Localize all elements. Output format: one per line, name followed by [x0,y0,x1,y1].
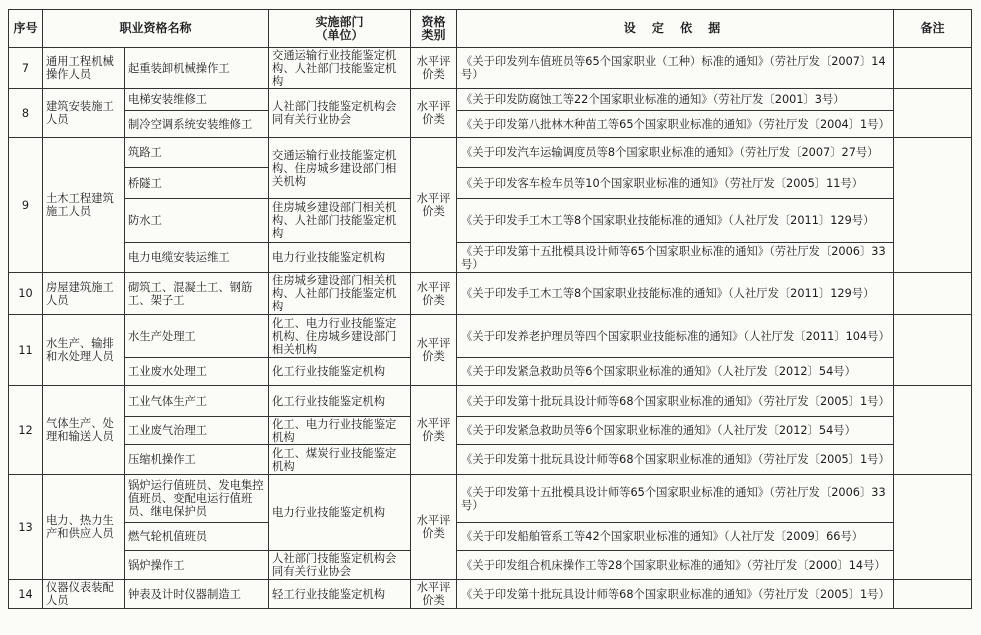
row-category: 电力、热力生产和供应人员 [43,475,125,580]
row-name: 防水工 [125,199,269,243]
row-name: 工业气体生产工 [125,386,269,417]
row-dept: 化工、煤炭行业技能鉴定机构 [269,445,411,475]
row-dept: 轻工行业技能鉴定机构 [269,580,411,609]
row-basis: 《关于印发第十批玩具设计师等68个国家职业标准的通知》（劳社厅发〔2005〕1号） [457,386,894,417]
row-dept: 人社部门技能鉴定机构会同有关行业协会 [269,551,411,580]
table-row [9,551,972,580]
row-dept: 电力行业技能鉴定机构 [269,243,411,273]
row-basis: 《关于印发第十五批模具设计师等65个国家职业标准的通知》（劳社厅发〔2006〕33号） [457,243,894,273]
row-no: 7 [9,48,43,89]
row-type: 水平评价类 [411,580,457,609]
row-name: 锅炉运行值班员、发电集控值班员、变配电运行值班员、继电保护员 [125,475,269,523]
table-row [9,523,972,551]
row-dept: 化工、电力行业技能鉴定机构、住房城乡建设部门相关机构 [269,315,411,358]
row-no: 14 [9,580,43,609]
row-basis: 《关于印发紧急救助员等6个国家职业标准的通知》（人社厅发〔2012〕54号） [457,358,894,386]
row-category: 水生产、输排和水处理人员 [43,315,125,386]
row-name: 压缩机操作工 [125,445,269,475]
row-name: 燃气轮机值班员 [125,523,269,551]
row-basis: 《关于印发第八批林木种苗工等65个国家职业标准的通知》（劳社厅发〔2004〕1号） [457,111,894,138]
row-no: 9 [9,138,43,273]
header-type: 资格 类别 [411,10,457,48]
row-remark [894,89,972,138]
row-category: 土木工程建筑施工人员 [43,138,125,273]
row-category: 房屋建筑施工人员 [43,273,125,315]
row-basis: 《关于印发第十五批模具设计师等65个国家职业标准的通知》（劳社厅发〔2006〕33号） [457,475,894,523]
row-remark [894,273,972,315]
table-row [9,199,972,243]
row-basis: 《关于印发手工木工等8个国家职业技能标准的通知》（人社厅发〔2011〕129号） [457,273,894,315]
row-dept: 电力行业技能鉴定机构 [269,475,411,551]
table-row [9,111,972,138]
row-dept: 化工行业技能鉴定机构 [269,386,411,417]
row-name: 桥隧工 [125,168,269,199]
row-dept: 化工行业技能鉴定机构 [269,358,411,386]
row-no: 8 [9,89,43,138]
row-dept: 住房城乡建设部门相关机构、人社部门技能鉴定机构 [269,199,411,243]
row-dept: 住房城乡建设部门相关机构、人社部门技能鉴定机构 [269,273,411,315]
row-category: 仪器仪表装配人员 [43,580,125,609]
table-row [9,138,972,168]
row-remark [894,475,972,580]
row-category: 气体生产、处理和输送人员 [43,386,125,475]
row-basis: 《关于印发第十批玩具设计师等68个国家职业标准的通知》（劳社厅发〔2005〕1号） [457,580,894,609]
row-no: 11 [9,315,43,386]
table-row [9,89,972,111]
table-row [9,168,972,199]
row-no: 12 [9,386,43,475]
row-basis: 《关于印发紧急救助员等6个国家职业标准的通知》（人社厅发〔2012〕54号） [457,417,894,445]
row-category: 建筑安装施工人员 [43,89,125,138]
row-dept: 交通运输行业技能鉴定机构、人社部门技能鉴定机构 [269,48,411,89]
row-basis: 《关于印发第十批玩具设计师等68个国家职业标准的通知》（劳社厅发〔2005〕1号） [457,445,894,475]
row-name: 筑路工 [125,138,269,168]
row-dept: 化工、电力行业技能鉴定机构 [269,417,411,445]
row-type: 水平评价类 [411,273,457,315]
row-name: 工业废水处理工 [125,358,269,386]
header-remark: 备注 [894,10,972,48]
table-row [9,386,972,417]
table-row [9,358,972,386]
header-dept: 实施部门 （单位） [269,10,411,48]
header-row [9,10,972,48]
row-basis: 《关于印发汽车运输调度员等8个国家职业标准的通知》（劳社厅发〔2007〕27号） [457,138,894,168]
table-row [9,243,972,273]
table-row [9,445,972,475]
header-category: 职业资格名称 [43,10,269,48]
row-basis: 《关于印发客车检车员等10个国家职业标准的通知》（劳社厅发〔2005〕11号） [457,168,894,199]
qualification-table [8,9,972,609]
table-row [9,315,972,358]
row-name: 工业废气治理工 [125,417,269,445]
row-name: 砌筑工、混凝土工、钢筋工、架子工 [125,273,269,315]
table-row [9,48,972,89]
row-basis: 《关于印发防腐蚀工等22个国家职业标准的通知》（劳社厅发〔2001〕3号） [457,89,894,111]
row-type: 水平评价类 [411,386,457,475]
table-row [9,273,972,315]
row-basis: 《关于印发养老护理员等四个国家职业技能标准的通知》（人社厅发〔2011〕104号） [457,315,894,358]
row-dept: 交通运输行业技能鉴定机构、住房城乡建设部门相关机构 [269,138,411,199]
row-basis: 《关于印发组合机床操作工等28个国家职业标准的通知》（劳社厅发〔2000〕14号） [457,551,894,580]
row-name: 锅炉操作工 [125,551,269,580]
row-dept: 人社部门技能鉴定机构会同有关行业协会 [269,89,411,138]
header-no: 序号 [9,10,43,48]
row-type: 水平评价类 [411,475,457,580]
row-name: 钟表及计时仪器制造工 [125,580,269,609]
header-basis: 设 定 依 据 [457,10,894,48]
row-type: 水平评价类 [411,138,457,273]
row-basis: 《关于印发手工木工等8个国家职业技能标准的通知》（人社厅发〔2011〕129号） [457,199,894,243]
row-name: 水生产处理工 [125,315,269,358]
row-name: 电梯安装维修工 [125,89,269,111]
row-type: 水平评价类 [411,89,457,138]
row-remark [894,48,972,89]
table-row [9,580,972,609]
row-basis: 《关于印发船舶管系工等42个国家职业标准的通知》（人社厅发〔2009〕66号） [457,523,894,551]
table-row [9,417,972,445]
row-remark [894,138,972,273]
row-category: 通用工程机械操作人员 [43,48,125,89]
row-type: 水平评价类 [411,48,457,89]
table-row [9,475,972,523]
row-basis: 《关于印发列车值班员等65个国家职业（工种）标准的通知》（劳社厅发〔2007〕14号） [457,48,894,89]
row-remark [894,386,972,475]
row-remark [894,580,972,609]
row-no: 13 [9,475,43,580]
row-no: 10 [9,273,43,315]
row-name: 起重装卸机械操作工 [125,48,269,89]
row-name: 制冷空调系统安装维修工 [125,111,269,138]
row-type: 水平评价类 [411,315,457,386]
row-name: 电力电缆安装运维工 [125,243,269,273]
row-remark [894,315,972,386]
